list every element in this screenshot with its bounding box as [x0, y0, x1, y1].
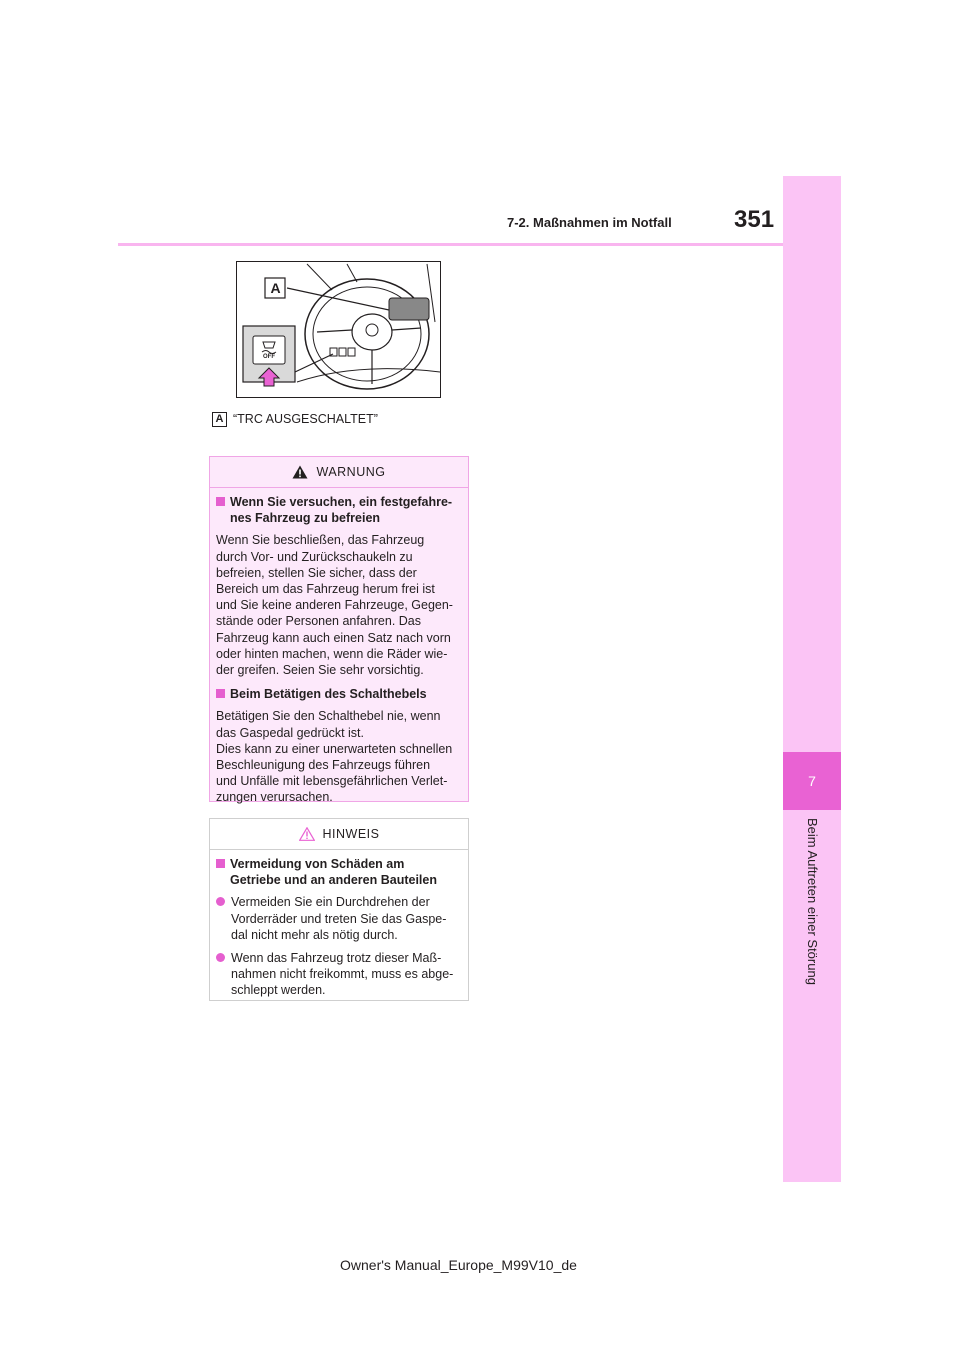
notice-header [210, 819, 468, 850]
chapter-number: 7 [808, 773, 816, 789]
round-bullet-icon [216, 953, 225, 962]
warning-body [210, 488, 468, 806]
warning-paragraph: Wenn Sie beschließen, das Fahrzeug durch Vor- und Zurückschaukeln zu befreien, stellen Sie sicher, dass der Bereich um das Fahrzeug herum frei ist und Sie keine anderen Fahrzeuge, Gegen- stände oder Personen anfahren. Das Fahrzeug kann auch einen Satz nach vorn oder hinten machen, wenn die Räder wie- der greifen. Seien Sie sehr vorsichtig. [216, 533, 453, 678]
warning-heading [216, 686, 462, 702]
chapter-title: Beim Auftreten einer Störung [805, 818, 820, 985]
figure-marker-a: A [270, 279, 281, 296]
notice-box [209, 818, 469, 1001]
warning-heading-text: Wenn Sie versuchen, ein festgefahre- nes Fahrzeug zu befreien [230, 495, 453, 526]
warning-header [210, 457, 468, 488]
notice-bullet-item: Wenn das Fahrzeug trotz dieser Maß- nahmen nicht freikommt, muss es abge- schleppt werden. [216, 950, 462, 999]
warning-icon [292, 465, 308, 479]
page-number: 351 [734, 206, 775, 233]
square-bullet-icon [216, 497, 225, 506]
chapter-number-tab [783, 752, 841, 810]
warning-paragraph: Betätigen Sie den Schalthebel nie, wenn das Gaspedal gedrückt ist. Dies kann zu einer unerwarteten schnellen Beschleunigung des Fahrzeugs führen und Unfälle mit lebensgefährlichen Verlet- zungen verursachen. [216, 709, 453, 805]
footer-manual-id: Owner's Manual_Europe_M99V10_de [340, 1257, 577, 1273]
section-title: 7-2. Maßnahmen im Notfall [507, 215, 672, 230]
warning-heading-text: Beim Betätigen des Schalthebels [230, 687, 427, 702]
caption-text: “TRC AUSGESCHALTET” [233, 412, 378, 426]
chapter-tab [783, 176, 841, 1182]
warning-title: WARNUNG [316, 465, 386, 479]
notice-bullet-item: Vermeiden Sie ein Durchdrehen der Vorderräder und treten Sie das Gaspe- dal nicht mehr als nötig durch. [216, 894, 462, 943]
trc-off-button-label: OFF [263, 354, 275, 360]
square-bullet-icon [216, 859, 225, 868]
warning-box [209, 456, 469, 805]
notice-title: HINWEIS [322, 827, 380, 841]
header-rule [118, 243, 783, 246]
notice-heading-text: Vermeidung von Schäden am Getriebe und an anderen Bauteilen [230, 857, 437, 888]
warning-heading [216, 494, 462, 526]
round-bullet-icon [216, 897, 225, 906]
square-bullet-icon [216, 689, 225, 698]
caution-outline-icon [299, 827, 315, 841]
notice-heading [216, 856, 462, 888]
notice-body [210, 850, 468, 999]
dashboard-illustration [236, 261, 441, 398]
figure-caption [212, 411, 378, 427]
caption-marker: A [212, 412, 227, 427]
